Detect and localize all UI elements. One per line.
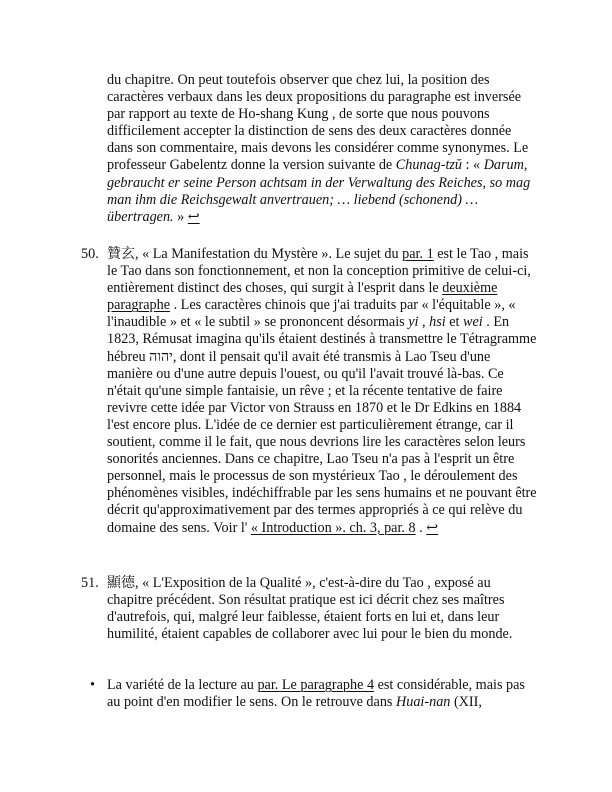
- german-quote: Darum, gebraucht er seine Person achtsam in der Verwaltung des Reiches, so mag man ihm die Reichsgewalt anvertrauen; … liebend (schonend) … übertragen.: [107, 157, 531, 225]
- chinese-title: 贊玄: [107, 246, 135, 262]
- paragraph-link[interactable]: par. 1: [402, 246, 434, 262]
- footnote-50-text: 贊玄, « La Manifestation du Mystère ». Le sujet du par. 1 est le Tao , mais le Tao dans son fonctionnement, et non la conception primitive de celui-ci, entièrement distinct des choses, qui surgit à l'esprit dans le deuxième paragraphe . Les caractères chinois que j'ai traduits par « l'équitable », « l'inaudible » et « le subtil » se prononcent désormais yi , hsi et wei . En 1823, Rémusat imagina qu'ils étaient destinés à transmettre le Tétragramme hébreu יהוה, dont il pensait qu'il avait été transmis à Lao Tseu d'une manière ou d'une autre depuis l'ouest, ou qu'il l'avait trouvé là-bas. Ce n'était qu'une simple fantaisie, un rêve ; et la récente tentative de faire revivre cette idée par Victor von Strauss en 1870 et le Dr Edkins en 1884 l'est encore plus. L'idée de ce dernier est particulièrement étrange, car il soutient, comme il le fait, que nous devrions lire les caractères selon leurs sonorités anciennes. Dans ce chapitre, Lao Tseu n'a pas à l'esprit un être personnel, mais le processus de son mystérieux Tao , le déroulement des phénomènes visibles, indéchiffrable par les sens humains et ne pouvant être décrit qu'approximativement par des termes appropriés à ce qui relève du domaine des sens. Voir l' « Introduction ». ch. 3, par. 8 . ↩: [107, 246, 537, 536]
- back-link-icon[interactable]: ↩: [187, 208, 200, 225]
- bullet-text: La variété de la lecture au par. Le paragraphe 4 est considérable, mais pas au point d'en modifier le sens. On le retrouve dans Huai-nan (XII,: [107, 677, 525, 711]
- note-continuation: [107, 72, 537, 226]
- note-continuation-text: du chapitre. On peut toutefois observer que chez lui, la position des caractères verbaux dans les deux propositions du paragraphe est inversée par rapport au texte de Ho-shang Kung , de sorte que nous pouvons difficilement accepter la distinction de sens des deux caractères donnée dans son commentaire, mais devons les considérer comme synonymes. Le professeur Gabelentz donne la version suivante de Chunag-tzŭ : « Darum, gebraucht er seine Person achtsam in der Verwaltung des Reiches, so mag man ihm die Reichsgewalt anvertrauen; … liebend (schonend) … übertragen. » ↩: [107, 72, 531, 225]
- footnote-50: [81, 246, 537, 537]
- chinese-title: 顯德: [107, 575, 135, 591]
- introduction-link[interactable]: « Introduction ». ch. 3, par. 8: [250, 519, 416, 536]
- paragraph-link[interactable]: par. Le paragraphe 4: [257, 677, 375, 693]
- footnote-number: 51.: [81, 575, 99, 591]
- footnote-number: 50.: [81, 246, 99, 262]
- italic-title: Chunag-tzŭ: [395, 157, 462, 174]
- footnote-51: [81, 575, 537, 643]
- bullet-icon: •: [90, 677, 95, 693]
- back-link-icon[interactable]: ↩: [426, 519, 439, 536]
- paragraph-link[interactable]: deuxième paragraphe: [107, 280, 498, 314]
- bullet-item: [90, 677, 537, 711]
- footnote-51-text: 顯德, « L'Exposition de la Qualité », c'est-à-dire du Tao , exposé au chapitre précédent. Son résultat pratique est ici décrit chez ses maîtres d'autrefois, qui, malgré leur faiblesse, étaient forts en lui et, dans leur humilité, étaient capables de collaborer avec lui pour le bien du monde.: [107, 575, 513, 643]
